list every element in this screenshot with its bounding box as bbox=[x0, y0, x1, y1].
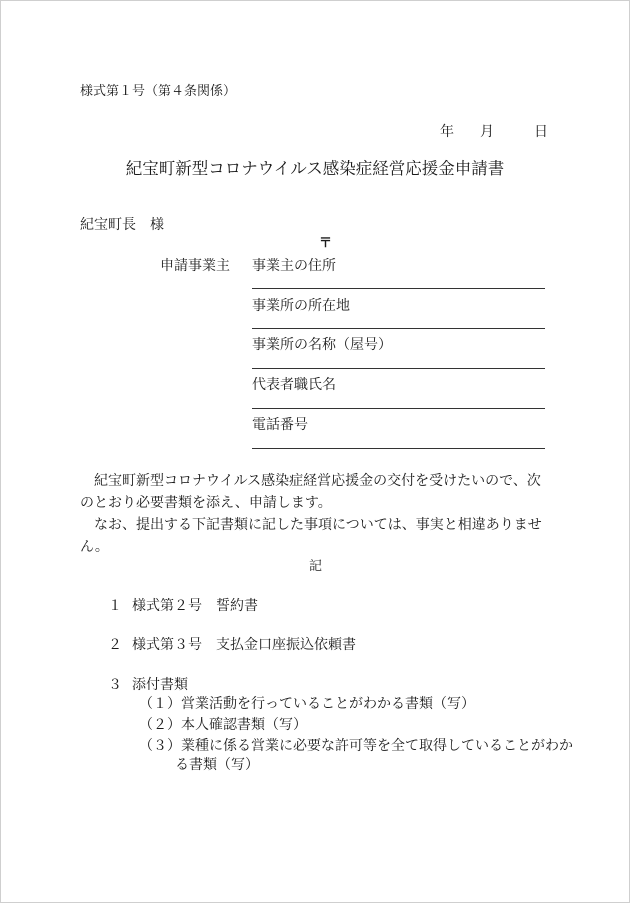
list-item bbox=[108, 595, 258, 615]
attachment-item-continuation: る書類（写） bbox=[175, 757, 259, 773]
list-item-text: 様式第２号 誓約書 bbox=[132, 598, 258, 614]
list-item-text: 様式第３号 支払金口座振込依頼書 bbox=[132, 637, 356, 653]
attachment-item: （３）業種に係る営業に必要な許可等を全て取得していることがわか bbox=[139, 738, 573, 754]
document-title: 紀宝町新型コロナウイルス感染症経営応援金申請書 bbox=[125, 159, 505, 178]
field-line-owner-address[interactable] bbox=[252, 288, 545, 289]
list-item-text: 添付書類 bbox=[132, 677, 188, 693]
list-item-number: ２ bbox=[108, 637, 122, 653]
list-item bbox=[108, 634, 356, 654]
list-item-number: ３ bbox=[108, 677, 122, 693]
field-label-owner-address: 事業主の住所 bbox=[252, 258, 336, 274]
field-line-phone[interactable] bbox=[252, 448, 545, 449]
body-paragraph-declaration: なお、提出する下記書類に記した事項については、事実と相違ありません。 bbox=[80, 517, 542, 555]
list-item-number: １ bbox=[108, 598, 122, 614]
postal-mark: 〒 bbox=[319, 236, 333, 251]
field-line-representative[interactable] bbox=[252, 408, 545, 409]
addressee: 紀宝町長 様 bbox=[80, 217, 164, 233]
date-day-label: 日 bbox=[534, 124, 548, 140]
date-month-label: 月 bbox=[480, 124, 494, 140]
attachment-item: （２）本人確認書類（写） bbox=[139, 717, 307, 733]
field-label-representative: 代表者職氏名 bbox=[252, 377, 336, 393]
ki-heading: 記 bbox=[309, 559, 323, 574]
field-label-phone: 電話番号 bbox=[252, 417, 308, 433]
field-label-office-location: 事業所の所在地 bbox=[252, 298, 350, 314]
applicant-label: 申請事業主 bbox=[160, 258, 230, 274]
attachment-item: （１）営業活動を行っていることがわかる書類（写） bbox=[139, 696, 475, 712]
body-paragraph-application: 紀宝町新型コロナウイルス感染症経営応援金の交付を受けたいので、次のとおり必要書類を添え、申請します。 bbox=[80, 473, 541, 511]
list-item bbox=[108, 674, 188, 694]
field-label-office-name: 事業所の名称（屋号） bbox=[252, 337, 392, 353]
field-line-office-location[interactable] bbox=[252, 328, 545, 329]
form-number: 様式第１号（第４条関係） bbox=[80, 84, 237, 99]
field-line-office-name[interactable] bbox=[252, 368, 545, 369]
date-year-label: 年 bbox=[440, 124, 454, 140]
